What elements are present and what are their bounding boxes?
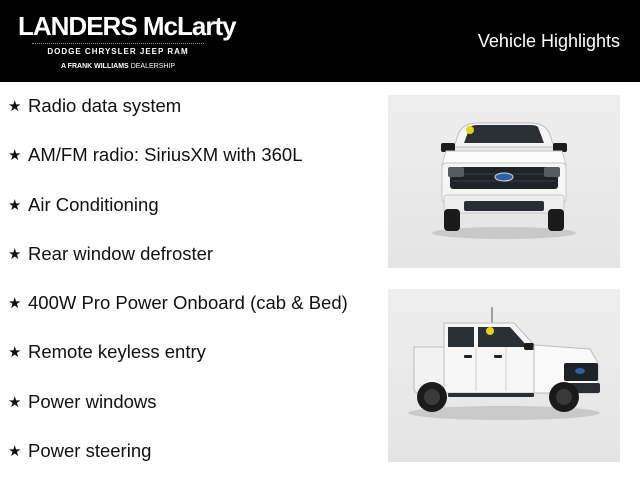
star-icon: ★ (8, 97, 22, 115)
feature-label: Remote keyless entry (28, 341, 206, 363)
logo-sub-text: DODGE CHRYSLER JEEP RAM (47, 47, 189, 56)
feature-label: Rear window defroster (28, 242, 214, 264)
star-icon: ★ (8, 146, 22, 165)
logo-tagline (18, 62, 218, 71)
star-icon: ★ (8, 244, 22, 263)
logo-divider (32, 43, 204, 44)
list-item (8, 291, 378, 340)
truck-front-illustration (388, 95, 620, 268)
star-icon: ★ (8, 442, 22, 461)
feature-label: Power steering (28, 440, 152, 462)
truck-side-illustration (388, 289, 620, 462)
logo-main-text: LANDERS McLarty (18, 11, 236, 41)
header-bar (0, 0, 640, 82)
star-icon: ★ (8, 392, 22, 411)
page-title: Vehicle Highlights (477, 31, 620, 51)
vehicle-photo-front[interactable] (388, 95, 620, 268)
list-item (8, 340, 378, 389)
list-item (8, 390, 378, 439)
feature-label: 400W Pro Power Onboard (cab & Bed) (28, 292, 348, 314)
feature-label: AM/FM radio: SiriusXM with 360L (28, 144, 303, 166)
list-item (8, 242, 378, 291)
feature-label: Power windows (28, 390, 157, 412)
feature-label: Radio data system (28, 95, 182, 116)
dealership-logo[interactable] (18, 11, 236, 72)
feature-list (8, 94, 378, 480)
vehicle-photo-side[interactable] (388, 289, 620, 462)
logo-tagline-prefix: A FRANK WILLIAMS (60, 63, 129, 70)
list-item (8, 94, 378, 143)
list-item (8, 193, 378, 242)
list-item (8, 143, 378, 192)
list-item (8, 439, 378, 480)
feature-label: Air Conditioning (28, 193, 159, 215)
star-icon: ★ (8, 294, 22, 313)
logo-tagline-suffix: DEALERSHIP (130, 63, 176, 70)
star-icon: ★ (8, 195, 22, 214)
star-icon: ★ (8, 343, 22, 362)
